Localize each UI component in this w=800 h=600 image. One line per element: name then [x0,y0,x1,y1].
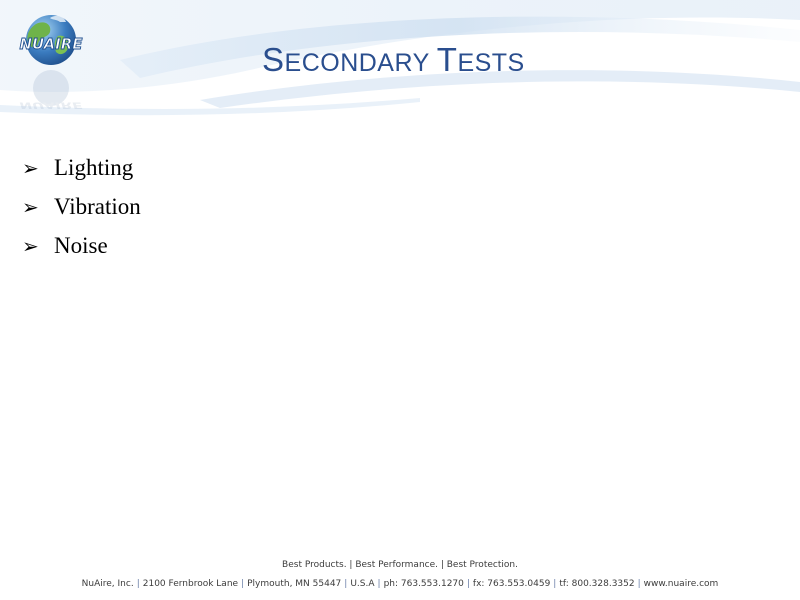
footer-fax: fx: 763.553.0459 [472,579,551,589]
footer-contact: NuAire, Inc. | 2100 Fernbrook Lane | Plymouth, MN 55447 | U.S.A | ph: 763.553.1270 | fx: 763.553.0459 | tf: 800.328.3352 | www.nuaire.com [81,579,719,589]
bullet-item [22,226,141,265]
bullet-text: Noise [54,232,108,258]
logo-text: NUAIRE [19,35,83,53]
footer-web-link[interactable]: www.nuaire.com [643,579,719,589]
bullet-text: Lighting [54,154,134,180]
arrow-bullet-icon: ➢ [22,155,39,180]
bullet-list [22,148,141,265]
arrow-bullet-icon: ➢ [22,233,39,258]
footer-tagline: Best Products. | Best Performance. | Best Protection. [282,560,518,570]
bullet-text: Vibration [54,193,141,219]
footer-country: U.S.A [350,579,375,589]
slide-title: SECONDARY TESTS [262,41,525,78]
footer-phone: ph: 763.553.1270 [383,579,464,589]
bullet-item [22,187,141,226]
footer-tollfree: tf: 800.328.3352 [559,579,635,589]
footer-address: 2100 Fernbrook Lane [142,579,239,589]
bullet-item [22,148,141,187]
footer-city: Plymouth, MN 55447 [247,579,342,589]
footer-company: NuAire, Inc. [81,579,134,589]
logo-reflection-text: NUAIRE [19,100,83,110]
arrow-bullet-icon: ➢ [22,194,39,219]
nuaire-logo [10,10,92,110]
